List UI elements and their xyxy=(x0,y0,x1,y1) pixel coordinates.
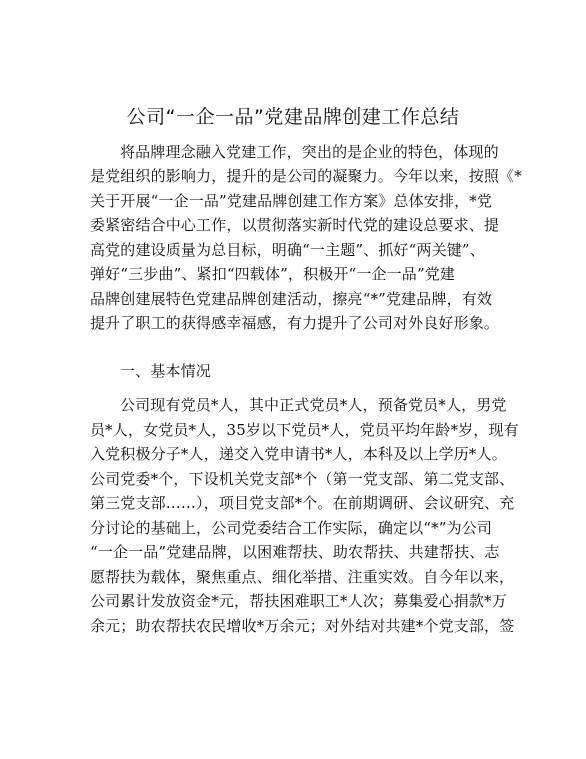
section-heading: 一、基本情况 xyxy=(120,362,211,380)
text-line: 弹好“三步曲”、紧扣“四载体”，积极开“一企一品”党建 xyxy=(90,265,456,283)
text-line: 员*人，女党员*人，35岁以下党员*人，党员平均年龄*岁，现有 xyxy=(90,421,519,439)
text-line: 公司累计发放资金*元，帮扶困难职工*人次；募集爱心捐款*万 xyxy=(90,592,507,610)
text-line: 第三党支部……），项目党支部*个。在前期调研、会议研究、充 xyxy=(90,494,515,512)
text-line: 余元；助农帮扶农民增收*万余元；对外结对共建*个党支部，签 xyxy=(90,617,515,635)
text-line: 提升了职工的获得感幸福感，有力提升了公司对外良好形象。 xyxy=(90,314,500,332)
text-line: 将品牌理念融入党建工作，突出的是企业的特色，体现的 xyxy=(120,143,499,161)
text-line: 公司党委*个，下设机关党支部*个（第一党支部、第二党支部、 xyxy=(90,470,515,488)
text-line: 是党组织的影响力，提升的是公司的凝聚力。今年以来，按照《* xyxy=(90,167,522,185)
document-title: 公司“一企一品”党建品牌创建工作总结 xyxy=(126,106,460,128)
text-line: 委紧密结合中心工作，以贯彻落实新时代党的建设总要求、提 xyxy=(90,216,500,234)
text-line: “一企一品”党建品牌，以困难帮扶、助农帮扶、共建帮扶、志 xyxy=(90,543,500,561)
text-line: 公司现有党员*人，其中正式党员*人，预备党员*人，男党 xyxy=(120,396,507,414)
text-line: 入党积极分子*人，递交入党申请书*人，本科及以上学历*人。 xyxy=(90,445,507,463)
text-line: 高党的建设质量为总目标，明确“一主题”、抓好“两关键”、 xyxy=(90,241,485,259)
text-line: 愿帮扶为载体，聚焦重点、细化举措、注重实效。自今年以来， xyxy=(90,568,515,586)
text-line: 分讨论的基础上，公司党委结合工作实际，确定以“*”为公司 xyxy=(90,519,493,537)
text-line: 关于开展“一企一品”党建品牌创建工作方案》总体安排，*党 xyxy=(90,192,493,210)
text-line: 品牌创建展特色党建品牌创建活动，擦亮“*”党建品牌，有效 xyxy=(90,290,493,308)
